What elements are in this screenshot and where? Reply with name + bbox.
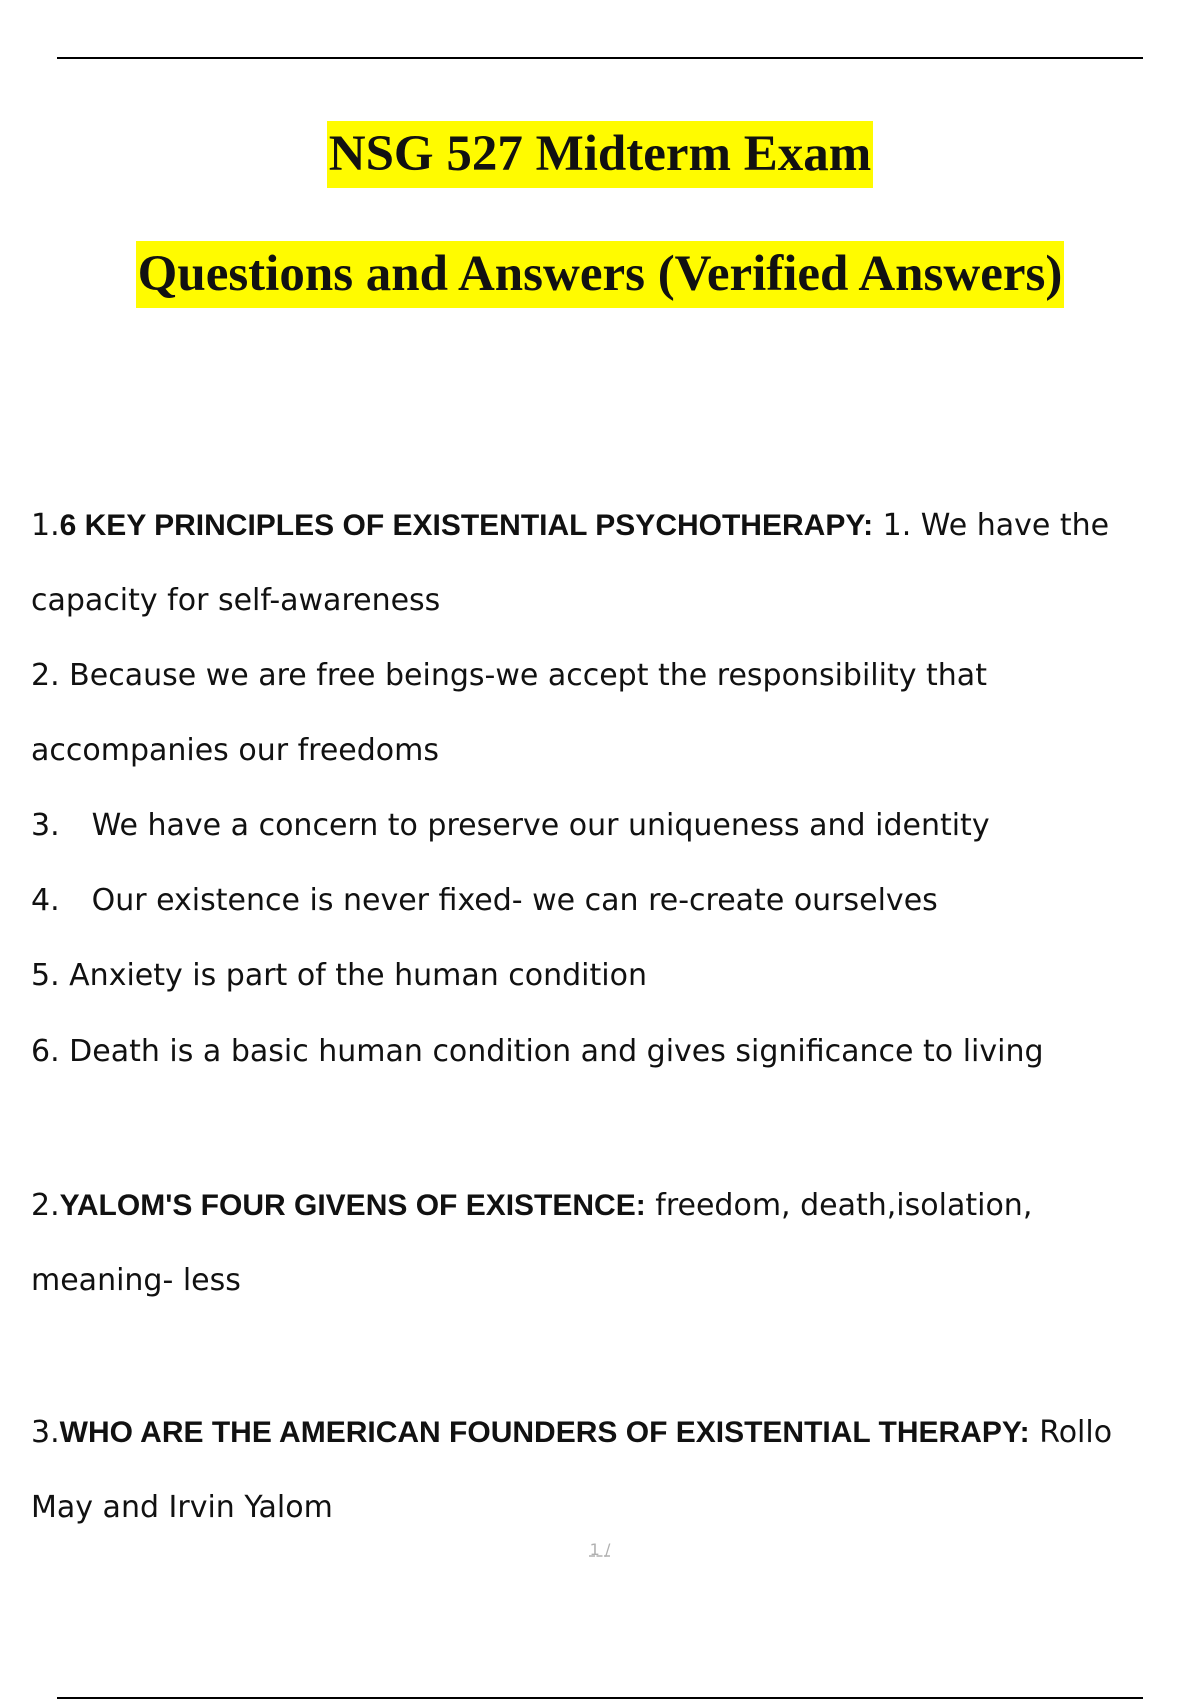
item-2-number: 2. xyxy=(31,1188,60,1223)
item-1-answer-line-4 xyxy=(31,883,938,918)
item-1-answer-line: 5. Anxiety is part of the human condition xyxy=(31,958,647,993)
title-line-1-highlight: NSG 527 Midterm Exam xyxy=(327,121,874,188)
item-3-answer-line: May and Irvin Yalom xyxy=(31,1490,333,1525)
item-1-answer-line: accompanies our freedoms xyxy=(31,733,439,768)
item-2-question: YALOM'S FOUR GIVENS OF EXISTENCE: xyxy=(59,1189,646,1222)
document-title-line-2 xyxy=(0,246,1200,302)
item-1-sub-number-3: 3. xyxy=(31,808,60,843)
item-1-answer-start: 1. We have the xyxy=(873,508,1110,543)
item-3-answer-start: Rollo xyxy=(1029,1415,1113,1450)
item-1-answer-line-3 xyxy=(31,808,990,843)
title-line-2-highlight: Questions and Answers (Verified Answers) xyxy=(136,241,1065,308)
page-number: 1 / xyxy=(589,1540,611,1559)
item-1-sub-number-4: 4. xyxy=(31,883,60,918)
item-1-question: 6 KEY PRINCIPLES OF EXISTENTIAL PSYCHOTHERAPY: xyxy=(59,509,874,542)
item-1-answer-line: 6. Death is a basic human condition and gives significance to living xyxy=(31,1034,1044,1069)
item-3-number: 3. xyxy=(31,1415,60,1450)
item-2-heading xyxy=(31,1188,1033,1223)
document-title-line-1 xyxy=(0,126,1200,182)
bottom-rule xyxy=(57,1697,1143,1699)
item-2-answer-line: meaning- less xyxy=(31,1263,241,1298)
item-1-answer-line: capacity for self-awareness xyxy=(31,583,441,618)
item-1-number: 1. xyxy=(31,508,60,543)
item-2-answer-start: freedom, death,isolation, xyxy=(645,1188,1033,1223)
item-1-answer-text: We have a concern to preserve our uniqueness and identity xyxy=(91,808,990,843)
item-1-answer-line: 2. Because we are free beings-we accept the responsibility that xyxy=(31,658,987,693)
item-1-heading xyxy=(31,508,1110,543)
item-3-question: WHO ARE THE AMERICAN FOUNDERS OF EXISTENTIAL THERAPY: xyxy=(59,1416,1030,1449)
item-3-heading xyxy=(31,1415,1113,1450)
top-rule xyxy=(57,57,1143,59)
item-1-answer-text: Our existence is never fixed- we can re-create ourselves xyxy=(91,883,938,918)
